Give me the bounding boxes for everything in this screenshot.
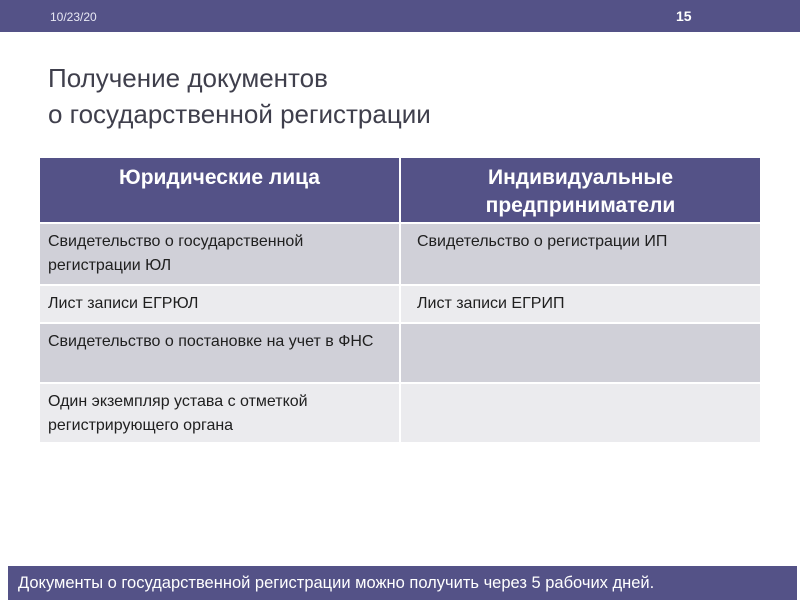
footer-note: Документы о государственной регистрации можно получить через 5 рабочих дней. xyxy=(8,566,797,600)
slide-header-bar xyxy=(0,0,800,32)
table-row xyxy=(40,285,761,323)
table-cell: Свидетельство о регистрации ИП xyxy=(400,223,761,285)
table-row xyxy=(40,383,761,443)
table-cell: Один экземпляр устава с отметкой регистрирующего органа xyxy=(40,383,400,443)
slide-title-line1: Получение документов xyxy=(48,63,328,93)
slide-title xyxy=(48,60,431,132)
slide-title-line2: о государственной регистрации xyxy=(48,99,431,129)
table-cell xyxy=(400,383,761,443)
table-cell: Лист записи ЕГРЮЛ xyxy=(40,285,400,323)
slide-page-number: 15 xyxy=(676,8,692,24)
table-cell: Свидетельство о постановке на учет в ФНС xyxy=(40,323,400,383)
table-cell xyxy=(400,323,761,383)
column-header-legal-entities: Юридические лица xyxy=(40,158,400,223)
table-header-row xyxy=(40,158,761,223)
table-row xyxy=(40,223,761,285)
slide-date: 10/23/20 xyxy=(50,10,97,24)
table-row xyxy=(40,323,761,383)
table-cell: Лист записи ЕГРИП xyxy=(400,285,761,323)
table-cell: Свидетельство о государственной регистрации ЮЛ xyxy=(40,223,400,285)
registration-documents-table xyxy=(40,158,762,444)
column-header-individual-entrepreneurs: Индивидуальные предприниматели xyxy=(400,158,761,223)
